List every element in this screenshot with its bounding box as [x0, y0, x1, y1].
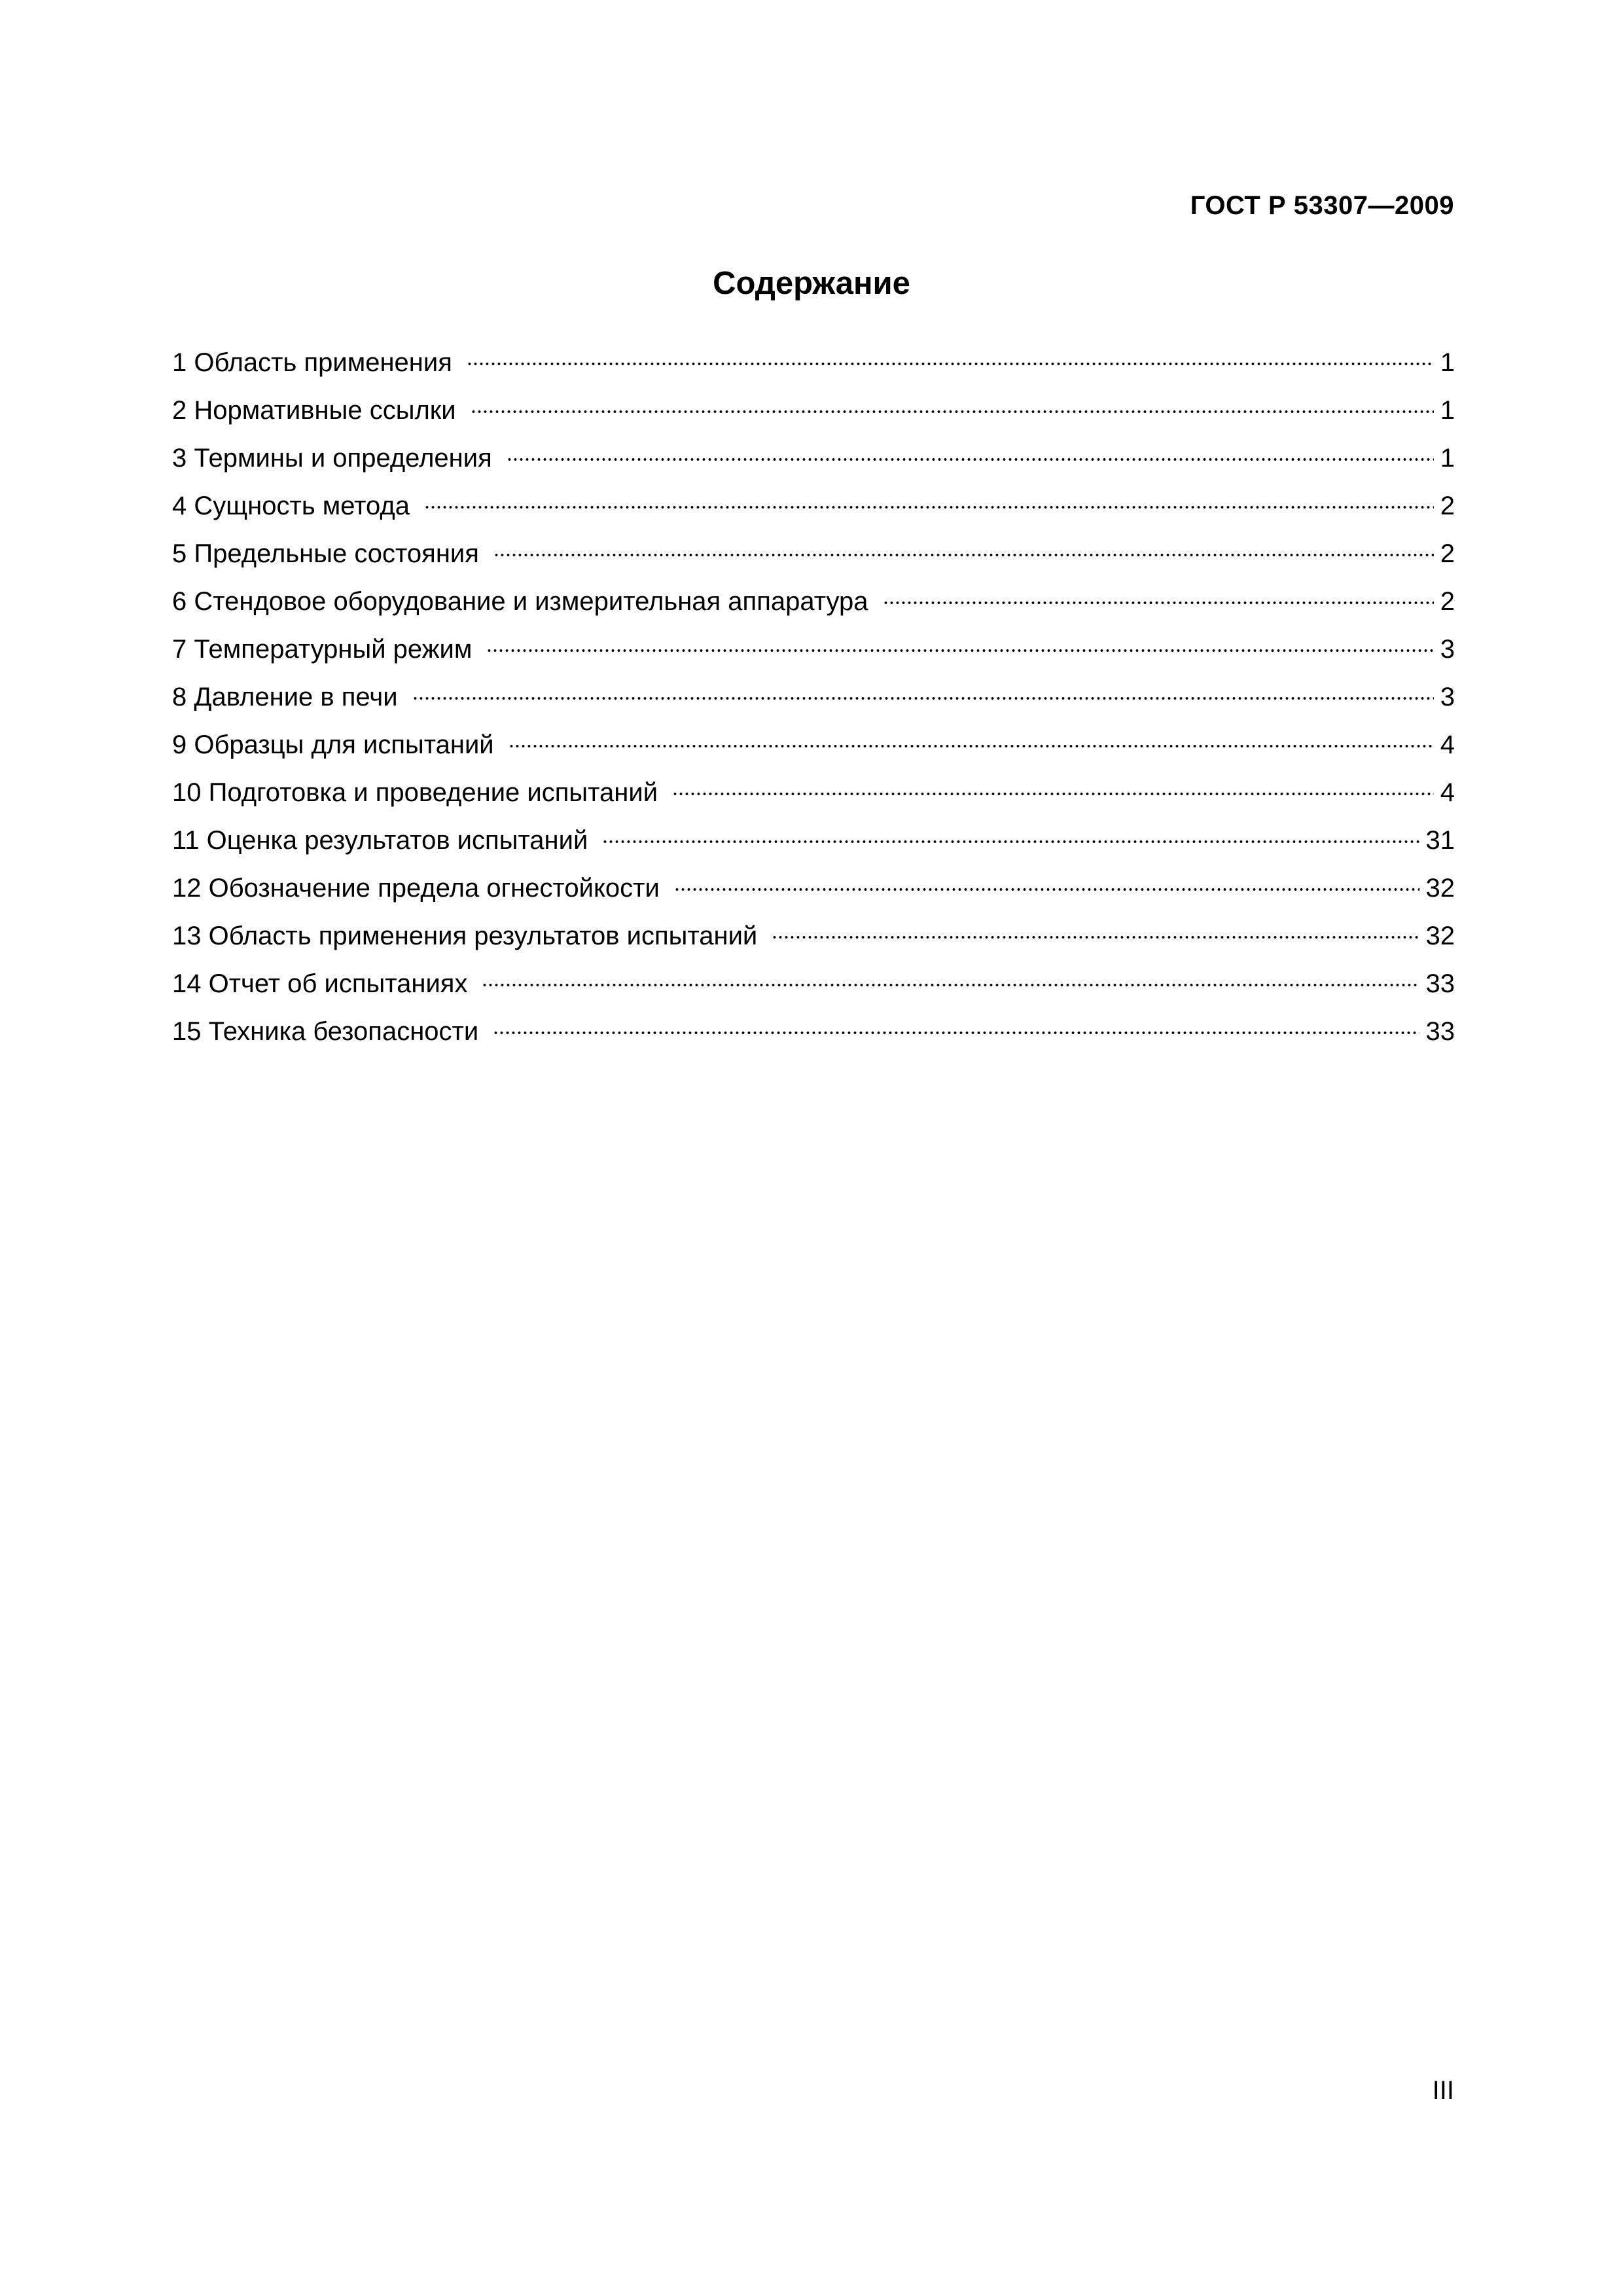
toc-leader-dots — [772, 910, 1419, 944]
toc-entry-12[interactable] — [172, 863, 1455, 910]
toc-entry-page: 4 — [1440, 778, 1455, 807]
toc-entry-label: 14 Отчет об испытаниях — [172, 969, 468, 998]
toc-entry-page: 4 — [1440, 730, 1455, 759]
toc-leader-dots — [412, 672, 1434, 706]
toc-entry-label: 12 Обозначение предела огнестойкости — [172, 874, 660, 903]
toc-entry-7[interactable] — [172, 624, 1455, 672]
toc-entry-page: 1 — [1440, 396, 1455, 425]
toc-leader-dots — [486, 624, 1433, 658]
toc-entry-6[interactable] — [172, 576, 1455, 624]
toc-entry-4[interactable] — [172, 480, 1455, 528]
table-of-contents — [172, 337, 1455, 1054]
toc-entry-label: 8 Давление в печи — [172, 683, 398, 711]
toc-entry-5[interactable] — [172, 528, 1455, 576]
document-code: ГОСТ Р 53307—2009 — [1190, 191, 1454, 220]
toc-leader-dots — [493, 528, 1434, 562]
toc-entry-label: 3 Термины и определения — [172, 444, 492, 473]
toc-leader-dots — [471, 385, 1434, 419]
toc-entry-11[interactable] — [172, 815, 1455, 863]
toc-entry-13[interactable] — [172, 910, 1455, 958]
toc-entry-page: 31 — [1425, 826, 1455, 855]
toc-entry-page: 2 — [1440, 587, 1455, 616]
page-number: III — [1432, 2076, 1454, 2105]
toc-entry-9[interactable] — [172, 719, 1455, 767]
toc-entry-label: 2 Нормативные ссылки — [172, 396, 456, 425]
toc-entry-label: 9 Образцы для испытаний — [172, 730, 494, 759]
toc-entry-label: 7 Температурный режим — [172, 635, 473, 664]
toc-entry-2[interactable] — [172, 385, 1455, 433]
toc-leader-dots — [883, 576, 1434, 610]
toc-entry-page: 32 — [1425, 922, 1455, 950]
toc-entry-page: 3 — [1440, 683, 1455, 711]
toc-entry-page: 2 — [1440, 492, 1455, 520]
toc-entry-label: 13 Область применения результатов испытаний — [172, 922, 758, 950]
toc-entry-8[interactable] — [172, 672, 1455, 719]
toc-leader-dots — [507, 433, 1434, 467]
toc-entry-10[interactable] — [172, 767, 1455, 815]
toc-entry-label: 5 Предельные состояния — [172, 539, 479, 568]
toc-entry-page: 1 — [1440, 348, 1455, 377]
toc-entry-label: 1 Область применения — [172, 348, 452, 377]
toc-leader-dots — [602, 815, 1419, 849]
toc-entry-page: 3 — [1440, 635, 1455, 664]
toc-entry-1[interactable] — [172, 337, 1455, 385]
toc-leader-dots — [482, 958, 1419, 992]
toc-entry-3[interactable] — [172, 433, 1455, 480]
toc-leader-dots — [493, 1006, 1419, 1040]
toc-entry-label: 6 Стендовое оборудование и измерительная аппаратура — [172, 587, 868, 616]
toc-leader-dots — [467, 337, 1434, 371]
toc-entry-page: 33 — [1425, 969, 1455, 998]
toc-entry-label: 4 Сущность метода — [172, 492, 410, 520]
toc-leader-dots — [674, 863, 1419, 897]
toc-entry-label: 15 Техника безопасности — [172, 1017, 479, 1046]
toc-entry-label: 10 Подготовка и проведение испытаний — [172, 778, 658, 807]
toc-leader-dots — [672, 767, 1434, 801]
toc-entry-page: 32 — [1425, 874, 1455, 903]
toc-title: Содержание — [713, 266, 910, 301]
toc-leader-dots — [424, 480, 1434, 514]
toc-entry-page: 33 — [1425, 1017, 1455, 1046]
toc-entry-page: 1 — [1440, 444, 1455, 473]
toc-entry-15[interactable] — [172, 1006, 1455, 1054]
toc-entry-14[interactable] — [172, 958, 1455, 1006]
toc-entry-label: 11 Оценка результатов испытаний — [172, 826, 588, 855]
toc-entry-page: 2 — [1440, 539, 1455, 568]
toc-leader-dots — [508, 719, 1434, 753]
